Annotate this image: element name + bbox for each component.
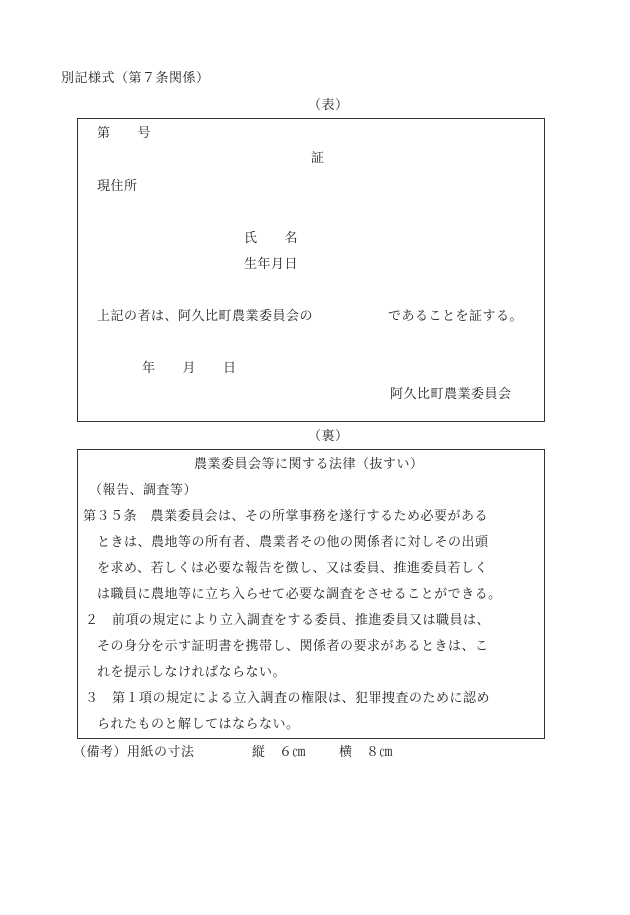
note-width: 横 ８㎝ — [339, 745, 394, 760]
statement-right: であることを証する。 — [388, 309, 524, 324]
name-label: 氏 名 — [244, 231, 299, 246]
law-text-line: ときは、農地等の所有者、農業者その他の関係者に対しその出頭 — [97, 535, 489, 550]
note-label: （備考）用紙の寸法 — [73, 745, 195, 760]
certificate-number-label: 第 号 — [97, 126, 152, 141]
issue-date-line: 年 月 日 — [142, 361, 237, 376]
issuer-name: 阿久比町農業委員会 — [390, 387, 512, 402]
law-text-line: その身分を示す証明書を携帯し、関係者の要求があるときは、こ — [97, 639, 489, 654]
address-label: 現住所 — [97, 179, 138, 194]
back-label: （裏） — [308, 429, 349, 444]
law-text-line: 第３５条 農業委員会は、その所掌事務を遂行するため必要がある — [83, 509, 489, 524]
certificate-title: 証 — [311, 151, 325, 166]
law-text-line: られたものと解してはならない。 — [97, 717, 300, 732]
section-heading: （報告、調査等） — [89, 483, 198, 498]
law-text-line: ３ 第１項の規定による立入調査の権限は、犯罪捜査のために認め — [85, 691, 491, 706]
form-heading: 別記様式（第７条関係） — [61, 71, 210, 86]
law-text-line: れを提示しなければならない。 — [97, 665, 287, 680]
date-of-birth-label: 生年月日 — [244, 257, 299, 272]
statement-left: 上記の者は、阿久比町農業委員会の — [97, 309, 314, 324]
note-height: 縦 ６㎝ — [252, 745, 307, 760]
law-text-line: ２ 前項の規定により立入調査をする委員、推進委員又は職員は、 — [85, 613, 491, 628]
law-text-line: を求め、若しくは必要な報告を徴し、又は委員、推進委員若しく — [97, 561, 488, 576]
law-title: 農業委員会等に関する法律（抜すい） — [194, 457, 424, 472]
front-label: （表） — [308, 98, 349, 113]
law-text-line: は職員に農地等に立ち入らせて必要な調査をさせることができる。 — [97, 587, 502, 602]
